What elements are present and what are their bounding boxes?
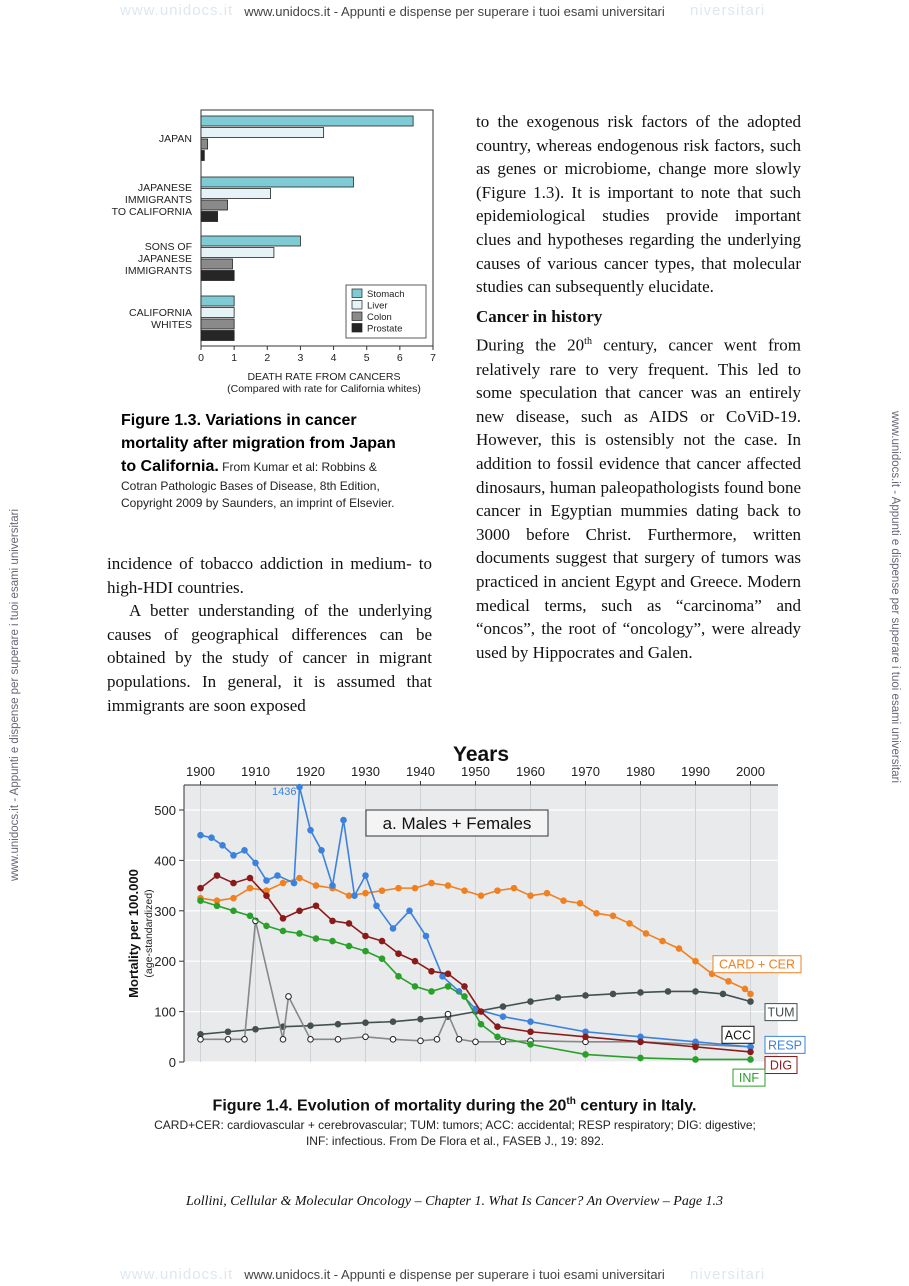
fig14-point [610,913,616,919]
fig14-point [242,1037,248,1043]
fig14-point [253,1026,259,1032]
fig14-point [396,974,402,980]
fig14-point [280,916,286,922]
fig13-bar [201,248,274,258]
fig13-category-label: JAPANESE [137,253,192,265]
fig14-point [396,951,402,957]
fig13-category-label: IMMIGRANTS [124,194,192,206]
fig14-point [297,931,303,937]
fig13-bar [201,271,234,281]
fig14-point [390,1037,396,1043]
fig14-point [577,900,583,906]
side-watermark-right: www.unidocs.it - Appunti e dispense per superare i tuoi esami universitari [889,411,901,784]
fig14-point [374,903,380,909]
fig14-point [297,908,303,914]
fig14-point [280,1037,286,1043]
fig14-point [313,883,319,889]
fig14-point [231,880,237,886]
fig13-legend-label: Stomach [367,289,405,300]
fig13-x-tick-label: 5 [363,352,370,364]
fig14-point [528,1042,534,1048]
fig14-series-label: TUM [767,1005,795,1020]
fig13-bar [201,308,234,318]
fig14-point [462,984,468,990]
fig14-point [231,895,237,901]
fig13-x-tick-label: 1 [231,352,238,364]
fig14-panel-label: a. Males + Females [382,814,532,833]
fig14-point [495,1024,501,1030]
ghost-watermark-bottom-left: www.unidocs.it [120,1266,234,1283]
fig14-point [423,933,429,939]
fig14-point [297,784,303,790]
fig13-bar [201,319,234,329]
fig13-category-label: JAPANESE [137,182,192,194]
fig14-point [363,933,369,939]
fig14-point [231,853,237,859]
fig14-x-tick-label: 1980 [626,764,655,779]
fig13-xlabel: DEATH RATE FROM CANCERS [247,371,401,383]
fig14-point [214,873,220,879]
fig14-point [379,888,385,894]
fig14-y-tick-label: 100 [154,1004,176,1020]
fig13-legend-swatch [352,289,362,298]
fig13-bar [201,189,271,199]
fig13-bar [201,128,324,138]
fig13-category-label: JAPAN [158,133,192,145]
fig14-x-tick-label: 1970 [571,764,600,779]
fig14-ylabel-sub: (age-standardized) [143,889,155,978]
fig13-bar [201,200,228,210]
fig14-point [242,848,248,854]
fig14-point [220,842,226,848]
fig14-point [528,1029,534,1035]
fig14-point [286,994,292,1000]
fig14-point [429,968,435,974]
footer-watermark[interactable]: www.unidocs.it - Appunti e dispense per superare i tuoi esami universitari [244,1267,665,1282]
fig14-title: Years [452,743,510,766]
fig14-point [198,898,204,904]
fig14-point [748,999,754,1005]
fig14-point [434,1037,440,1043]
fig13-bar [201,331,234,341]
fig14-point [528,999,534,1005]
fig14-point [225,1029,231,1035]
fig14-point [341,817,347,823]
fig14-point [335,1037,341,1043]
figure-1-4-chart [0,735,909,1095]
fig14-point [748,1049,754,1055]
fig14-point [445,971,451,977]
fig13-x-tick-label: 0 [198,352,204,364]
fig14-point [462,888,468,894]
header-watermark[interactable]: www.unidocs.it - Appunti e dispense per superare i tuoi esami universitari [244,4,665,19]
fig14-point [544,890,550,896]
fig14-point [693,958,699,964]
fig14-point [407,908,413,914]
fig14-point [638,990,644,996]
fig14-point [264,923,270,929]
fig14-series-label: INF [738,1071,760,1086]
right-paragraph-1: to the exogenous risk factors of the adopted country, whereas endogenous risk factors, such as genes or microbiome, change more slowly (Figure 1.3). It is important to note that such epidemiological studies provide important clues and hypotheses regarding the underlying causes of various cancer types, that molecular studies can subsequently elucidate. [476,112,801,297]
fig14-point [478,893,484,899]
fig14-point [561,898,567,904]
left-paragraph-2: A better understanding of the underlying causes of geographical differences can be obtained by the study of cancer in migrant populations. In general, it is assumed that immigrants are soon exposed [107,601,432,715]
fig13-x-tick-label: 6 [396,352,403,364]
fig14-point [478,1009,484,1015]
fig14-point [643,931,649,937]
fig14-x-tick-label: 1900 [186,764,215,779]
fig14-point [396,885,402,891]
fig14-x-tick-label: 2000 [736,764,765,779]
fig13-legend-label: Prostate [367,323,403,335]
fig14-point [363,890,369,896]
fig14-point [445,883,451,889]
fig14-point [352,893,358,899]
fig14-point [456,1037,462,1043]
fig14-series-label: RESP [767,1038,803,1053]
fig13-legend-label: Liver [367,300,388,312]
fig14-point [297,875,303,881]
fig14-point [495,1034,501,1040]
fig14-point [335,1021,341,1027]
fig13-xlabel-sub: (Compared with rate for California whites) [227,383,421,395]
fig14-y-tick-label: 0 [168,1055,176,1070]
fig14-y-tick-label: 500 [154,803,176,818]
fig14-point [748,1057,754,1063]
fig14-point [379,938,385,944]
fig14-ylabel: Mortality per 100.000 [126,869,141,998]
fig13-bar [201,259,232,269]
fig14-point [291,880,297,886]
fig14-point [638,1055,644,1061]
fig14-point [308,827,314,833]
fig14-point [742,986,748,992]
figure-1-3-caption-title: Figure 1.3. Variations in cancer mortality after migration from Japan to California. [121,412,396,475]
fig14-point [390,1019,396,1025]
fig14-point [390,926,396,932]
fig14-point [280,928,286,934]
fig14-point [726,979,732,985]
fig14-point [363,948,369,954]
ghost-watermark-bottom-right: niversitari [690,1266,766,1283]
fig14-point [198,885,204,891]
fig13-category-label: IMMIGRANTS [124,265,192,277]
fig14-point [594,911,600,917]
fig14-point [209,835,215,841]
fig14-point [748,991,754,997]
fig14-point [319,848,325,854]
fig14-point [676,946,682,952]
fig13-x-tick-label: 2 [264,352,271,364]
fig14-point [231,908,237,914]
fig14-point [583,1034,589,1040]
fig14-point [528,1019,534,1025]
fig14-point [225,1037,231,1043]
fig14-point [440,974,446,980]
fig13-legend-swatch [352,324,362,333]
left-paragraph-1: incidence of tobacco addiction in medium- to high-HDI countries. [107,554,432,597]
fig14-point [693,1057,699,1063]
fig13-bar [201,296,234,306]
figure-1-4-caption-text: CARD+CER: cardiovascular + cerebrovascular; TUM: tumors; ACC: accidental; RESP respiratory; DIG: digestive; INF: infectious. From De Flora et al., FASEB J., 19: 892. [154,1118,756,1148]
fig14-x-tick-label: 1910 [241,764,270,779]
fig14-point [500,1004,506,1010]
fig13-legend-swatch [352,312,362,321]
fig14-point [264,893,270,899]
fig14-point [253,860,259,866]
fig14-point [412,958,418,964]
fig14-peak-annotation: 1436 [272,786,297,798]
fig14-y-tick-label: 400 [154,853,176,869]
fig14-x-tick-label: 1950 [461,764,490,779]
right-text-column [476,110,801,664]
fig14-point [363,1034,369,1040]
fig14-point [665,989,671,995]
fig14-point [346,943,352,949]
fig13-category-label: WHITES [151,319,192,331]
fig13-legend-label: Colon [367,312,392,323]
fig13-bar [201,236,300,246]
fig14-point [555,995,561,1001]
figure-1-4-caption-title: Figure 1.4. Evolution of mortality during the 20th century in Italy. [212,1096,697,1115]
fig14-point [511,885,517,891]
left-text-column [107,552,432,717]
side-watermark-left: www.unidocs.it - Appunti e dispense per superare i tuoi esami universitari [9,508,21,881]
fig14-point [247,913,253,919]
fig14-point [473,1039,479,1045]
fig14-point [412,885,418,891]
fig14-point [429,989,435,995]
fig14-series-label: DIG [769,1058,793,1073]
fig14-point [330,883,336,889]
fig13-legend-swatch [352,301,362,310]
fig14-point [418,1038,424,1044]
ghost-watermark-top-left: www.unidocs.it [120,2,234,19]
fig14-point [693,1044,699,1050]
fig14-point [445,984,451,990]
fig14-x-tick-label: 1960 [516,764,545,779]
fig13-x-tick-label: 4 [330,352,337,364]
fig14-point [264,878,270,884]
fig14-y-tick-label: 300 [154,903,176,919]
fig14-point [275,873,281,879]
fig14-point [429,880,435,886]
fig14-point [214,903,220,909]
fig14-x-tick-label: 1990 [681,764,710,779]
fig13-bar [201,151,204,161]
fig14-point [660,938,666,944]
fig14-point [330,918,336,924]
fig14-series-label: ACC [724,1028,752,1043]
fig14-x-tick-label: 1920 [296,764,325,779]
ghost-watermark-top-right: niversitari [690,2,766,19]
fig14-point [627,921,633,927]
fig13-category-label: CALIFORNIA [128,307,192,319]
fig14-series-label: CARD + CER [718,957,796,972]
fig14-point [346,893,352,899]
fig14-point [610,991,616,997]
fig13-x-tick-label: 3 [297,352,304,364]
figure-1-3-caption-text: From Kumar et al: Robbins & Cotran Pathologic Bases of Disease, 8th Edition, Copyright 2009 by Saunders, an imprint of Elsevier. [121,460,395,510]
fig14-point [363,1020,369,1026]
fig14-point [495,888,501,894]
fig14-x-tick-label: 1940 [406,764,435,779]
fig14-point [478,1021,484,1027]
fig14-point [720,991,726,997]
fig14-point [198,832,204,838]
fig14-point [280,880,286,886]
fig14-point [583,993,589,999]
fig13-category-label: TO CALIFORNIA [111,206,192,218]
fig13-bar [201,139,208,149]
fig14-point [583,1052,589,1058]
fig14-point [330,938,336,944]
fig14-point [308,1037,314,1043]
fig14-point [500,1014,506,1020]
fig14-point [313,936,319,942]
fig14-point [313,903,319,909]
fig14-point [198,1037,204,1043]
fig14-point [528,893,534,899]
section-heading-cancer-in-history: Cancer in history [476,306,603,326]
fig14-point [693,989,699,995]
fig14-point [247,875,253,881]
figure-1-3-caption [121,409,413,511]
fig14-x-tick-label: 1930 [351,764,380,779]
fig14-point [379,956,385,962]
fig13-bar [201,177,353,187]
fig14-y-tick-label: 200 [154,954,176,970]
fig14-point [363,873,369,879]
right-paragraph-2: During the 20th century, cancer went from relatively rare to very frequent. This led to some speculation that cancer was an entirely new disease, such as AIDS or CoViD-19. However, this is ostensibly not the case. In addition to fossil evidence that cancer affected dinosaurs, human paleopathologists found bone cancer in Egyptian mummies dating back to 3000 before Christ. Furthermore, written documents suggest that surgery of tumors was practiced in ancient Egypt and Greece. Modern medical terms, such as “carcinoma” and “oncos”, the root of “oncology”, were already used by Hippocrates and Galen. [476,336,801,662]
fig13-x-tick-label: 7 [430,352,436,364]
fig13-category-label: SONS OF [144,241,192,253]
fig14-point [500,1039,506,1045]
fig13-bar [201,212,218,222]
fig14-point [445,1011,451,1017]
fig14-point [412,984,418,990]
fig14-point [418,1016,424,1022]
page-footer: Lollini, Cellular & Molecular Oncology – Chapter 1. What Is Cancer? An Overview – Page 1.3 [185,1194,724,1209]
fig14-point [308,1023,314,1029]
fig14-point [346,921,352,927]
fig13-bar [201,116,413,126]
fig14-point [247,885,253,891]
fig14-point [638,1039,644,1045]
fig14-point [462,994,468,1000]
